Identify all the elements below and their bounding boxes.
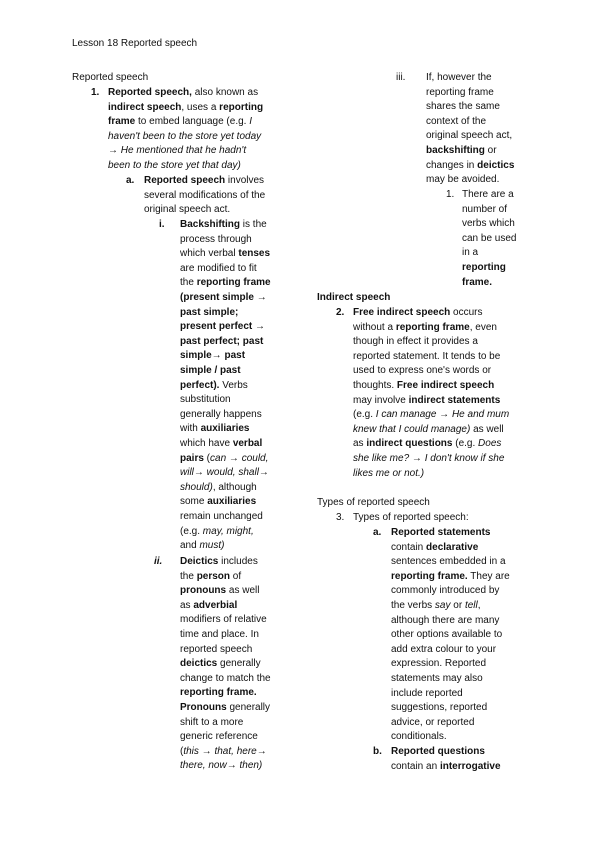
list-number: 1. xyxy=(446,189,455,200)
text-line: → He mentioned that he hadn't xyxy=(108,145,247,157)
text-line: likes me or not.) xyxy=(353,467,425,479)
text-line: time and place. In xyxy=(180,629,259,640)
text-line: shift to a more xyxy=(180,716,244,728)
text-line: number of xyxy=(462,203,508,215)
text-line: conditionals. xyxy=(391,731,447,743)
text-line: (present simple → xyxy=(180,292,267,303)
text-line: are modified to fit xyxy=(180,262,257,274)
text-line: can be used xyxy=(462,232,517,244)
text-line: indirect speech, uses a reporting xyxy=(108,101,264,113)
text-line: with auxiliaries xyxy=(180,423,250,435)
text-line: in a xyxy=(462,247,479,259)
text-line: pairs (can → could, xyxy=(180,452,269,464)
text-line: should), although xyxy=(180,481,257,493)
text-line: original speech act. xyxy=(144,204,231,216)
text-line: simple / past xyxy=(180,365,241,376)
text-line: the verbs say or tell, xyxy=(391,600,481,611)
text-line: there, now→ then) xyxy=(180,760,263,772)
list-roman: ii. xyxy=(154,556,163,567)
text-line: (e.g. may, might, xyxy=(180,525,254,537)
text-line: which verbal tenses xyxy=(180,248,271,260)
text-line: statements may also xyxy=(391,673,483,684)
text-line: as adverbial xyxy=(180,599,238,611)
text-line: which have verbal xyxy=(180,438,263,449)
text-line: may involve indirect statements xyxy=(353,394,501,406)
text-line: suggestions, reported xyxy=(391,702,488,714)
text-line: generally happens xyxy=(180,408,262,420)
list-roman: i. xyxy=(159,219,165,230)
text-line: context of the xyxy=(426,115,487,127)
text-line: commonly introduced by xyxy=(391,585,500,597)
text-line: several modifications of the xyxy=(144,189,266,201)
text-line: frame. xyxy=(462,276,493,288)
text-line: past perfect; past xyxy=(180,335,264,347)
text-line: may be avoided. xyxy=(426,174,500,186)
text-line: present perfect → xyxy=(180,321,266,333)
text-line: reported statement. It tends to be xyxy=(353,350,501,362)
text-line: pronouns as well xyxy=(180,585,260,597)
text-line: reporting frame. xyxy=(180,687,257,699)
text-line: past simple; xyxy=(180,306,239,318)
text-line: contain declarative xyxy=(391,541,479,553)
text-line: perfect). Verbs xyxy=(180,379,248,391)
text-line: There are a xyxy=(462,189,514,200)
text-line: without a reporting frame, even xyxy=(353,321,497,333)
text-line: include reported xyxy=(391,687,463,699)
text-line: contain an interrogative xyxy=(391,760,501,772)
text-line: other options available to xyxy=(391,629,503,641)
text-line: haven't been to the store yet today xyxy=(108,130,262,142)
text-line: although there are many xyxy=(391,614,500,626)
text-line: and must) xyxy=(180,540,225,552)
text-line: Reported speech involves xyxy=(144,175,265,186)
list-letter: a. xyxy=(373,527,382,538)
list-number: 3. xyxy=(336,512,345,523)
section-title: Reported speech xyxy=(72,72,149,83)
text-line: some auxiliaries xyxy=(180,496,257,508)
text-line: Reported questions xyxy=(391,746,485,757)
text-line: modifiers of relative xyxy=(180,614,267,626)
text-line: reporting frame xyxy=(426,86,494,98)
text-line: the person of xyxy=(180,570,242,582)
text-line: Deictics includes xyxy=(180,556,258,567)
text-line: generic reference xyxy=(180,731,258,743)
list-letter: b. xyxy=(373,746,382,757)
text-line: knew that I could manage) as well xyxy=(353,423,504,435)
text-line: remain unchanged xyxy=(180,511,263,522)
text-line: used to express one's words or xyxy=(353,365,492,377)
text-line: she like me? → I don't know if she xyxy=(353,453,505,464)
text-line: as indirect questions (e.g. Does xyxy=(353,438,502,450)
text-line: Types of reported speech: xyxy=(353,512,469,523)
page-header: Lesson 18 Reported speech xyxy=(72,38,198,49)
text-line: change to match the xyxy=(180,672,271,684)
list-number: 1. xyxy=(91,87,100,98)
types-heading: Types of reported speech xyxy=(317,497,430,508)
text-line: reported speech xyxy=(180,643,253,655)
text-line: deictics generally xyxy=(180,658,261,670)
text-line: Reported statements xyxy=(391,527,491,538)
text-line: reporting frame. They are xyxy=(391,570,510,582)
text-line: shares the same xyxy=(426,101,500,113)
text-line: (this → that, here→ xyxy=(180,745,267,757)
list-roman: iii. xyxy=(396,72,406,83)
text-line: process through xyxy=(180,233,252,245)
text-line: expression. Reported xyxy=(391,658,487,670)
text-line: advice, or reported xyxy=(391,716,475,728)
indirect-speech-heading: Indirect speech xyxy=(317,292,391,303)
text-line: been to the store yet that day) xyxy=(108,160,241,171)
text-line: (e.g. I can manage → He and mum xyxy=(353,409,510,421)
list-letter: a. xyxy=(126,175,135,186)
text-line: backshifting or xyxy=(426,145,497,156)
text-line: Free indirect speech occurs xyxy=(353,307,483,318)
text-line: frame to embed language (e.g. I xyxy=(108,116,253,128)
list-number: 2. xyxy=(336,307,345,318)
text-line: will→ would, shall→ xyxy=(180,467,269,479)
text-line: substitution xyxy=(180,394,231,406)
text-line: Backshifting is the xyxy=(180,219,267,230)
text-line: thoughts. Free indirect speech xyxy=(353,380,495,391)
text-line: add extra colour to your xyxy=(391,643,497,655)
text-line: verbs which xyxy=(462,218,515,230)
text-line: simple→ past xyxy=(180,350,246,362)
text-line: the reporting frame xyxy=(180,277,271,289)
text-line: though in effect it provides a xyxy=(353,336,478,348)
text-line: Reported speech, also known as xyxy=(108,87,259,98)
text-line: If, however the xyxy=(426,72,492,83)
text-line: Pronouns generally xyxy=(180,702,271,713)
text-line: original speech act, xyxy=(426,130,513,142)
text-line: sentences embedded in a xyxy=(391,556,506,568)
text-line: changes in deictics xyxy=(426,159,515,171)
text-line: reporting xyxy=(462,262,506,273)
